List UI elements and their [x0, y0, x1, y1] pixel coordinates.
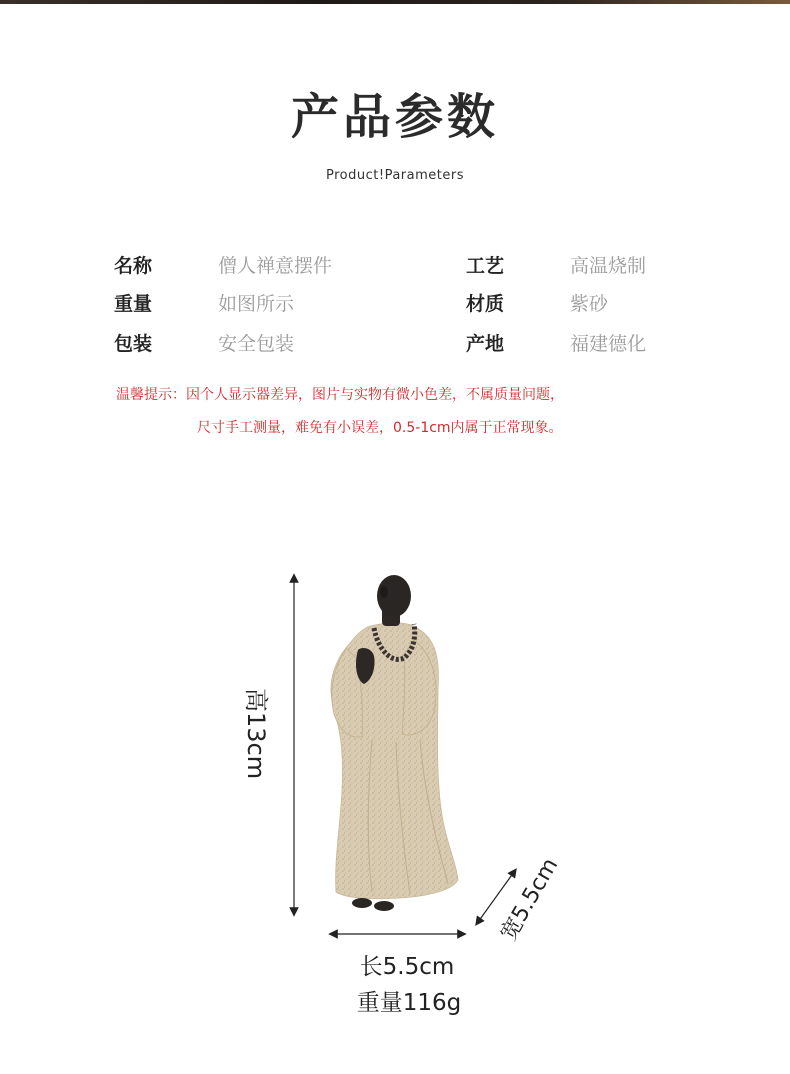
spec-label: 名称	[114, 255, 153, 277]
page-subtitle: Product!Parameters	[326, 168, 464, 183]
left-foot	[352, 898, 372, 908]
spec-value: 福建德化	[570, 333, 647, 355]
spec-label: 产地	[466, 333, 505, 355]
spec-value: 高温烧制	[570, 255, 647, 277]
spec-value: 如图所示	[218, 293, 295, 315]
right-foot	[374, 901, 394, 911]
weight-label: 重量116g	[356, 990, 462, 1016]
notice-line-2: 尺寸手工测量，难免有小误差，0.5-1cm内属于正常现象。	[197, 420, 563, 436]
spec-value: 紫砂	[570, 293, 609, 315]
notice-line-1: 温馨提示：因个人显示器差异，图片与实物有微小色差，不属质量问题，	[116, 387, 564, 403]
height-label: 高13cm	[242, 688, 270, 780]
width-label: 宽5.5cm	[496, 854, 564, 945]
page-title: 产品参数	[290, 89, 499, 145]
spec-label: 包装	[114, 333, 153, 355]
spec-label: 材质	[466, 293, 505, 315]
length-label: 长5.5cm	[359, 954, 455, 980]
spec-label: 重量	[114, 293, 153, 315]
spec-value: 僧人禅意摆件	[218, 255, 333, 277]
spec-label: 工艺	[466, 255, 505, 277]
spec-value: 安全包装	[218, 333, 295, 355]
